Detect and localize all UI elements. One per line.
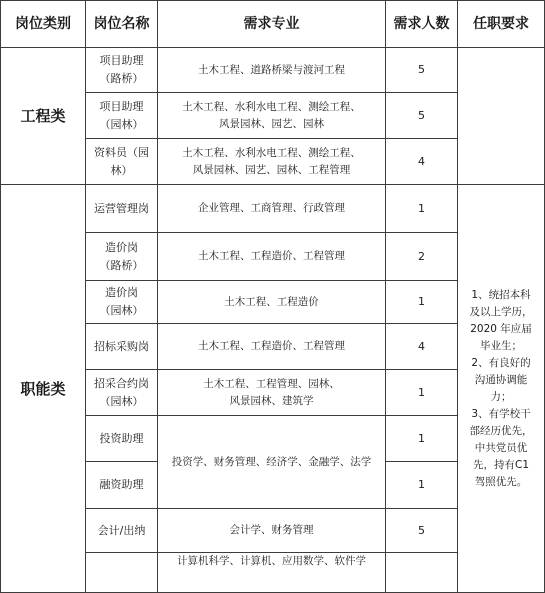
count-cell: 5 — [386, 509, 458, 553]
major-line: 会计学、财务管理 — [229, 524, 314, 536]
requirements-line: 沟通协调能 — [474, 373, 528, 386]
major-line: 风景园林、园艺、园林、工程管理 — [192, 163, 351, 176]
position-line: 招采合约岗 — [94, 376, 149, 390]
count-cell: 5 — [386, 48, 458, 93]
requirements-cell — [458, 185, 545, 593]
requirements-line: 毕业生； — [480, 339, 522, 352]
count-cell: 1 — [386, 370, 458, 416]
requirements-line: 1、统招本科 — [471, 288, 531, 301]
position-line: （路桥） — [99, 72, 144, 85]
header-category: 岗位类别 — [1, 1, 86, 48]
category-functional: 职能类 — [1, 185, 86, 593]
position-cell — [86, 185, 158, 233]
major-line: 土木工程、水利水电工程、测绘工程、 — [182, 146, 361, 159]
count-cell: 4 — [386, 324, 458, 370]
header-requirements: 任职要求 — [458, 1, 545, 48]
major-line: 企业管理、工商管理、行政管理 — [198, 202, 345, 214]
count-cell: 2 — [386, 233, 458, 281]
position-cell — [86, 233, 158, 281]
header-position: 岗位名称 — [86, 1, 158, 48]
major-line: 风景园林、建筑学 — [229, 394, 314, 407]
position-line: （园林） — [99, 117, 144, 131]
major-cell — [158, 281, 386, 324]
major-line: 土木工程、工程造价、工程管理 — [198, 250, 345, 262]
position-line: 投资助理 — [99, 431, 144, 445]
position-cell — [86, 416, 158, 462]
count-cell-cut — [386, 553, 458, 593]
position-line: 招标采购岗 — [94, 339, 149, 353]
position-line: 资料员（园 — [94, 145, 149, 159]
position-cell — [86, 462, 158, 509]
position-line: 运营管理岗 — [94, 201, 149, 215]
major-cell — [158, 185, 386, 233]
count-cell: 1 — [386, 281, 458, 324]
count-cell: 4 — [386, 139, 458, 185]
major-line: 土木工程、道路桥梁与渡河工程 — [198, 63, 345, 76]
major-line-cut: 计算机科学、计算机、应用数学、软件学 — [177, 555, 366, 567]
position-cell — [86, 281, 158, 324]
position-line: （园林） — [99, 394, 144, 408]
position-cell — [86, 370, 158, 416]
major-cell — [158, 370, 386, 416]
position-line: 林） — [110, 163, 133, 177]
requirements-empty-cell — [458, 48, 545, 185]
shared-major-cell — [158, 416, 386, 509]
position-line: 造价岗 — [105, 240, 138, 254]
header-major: 需求专业 — [158, 1, 386, 48]
major-line: 土木工程、水利水电工程、测绘工程、 — [182, 100, 361, 113]
requirements-line: 中共党员优 — [474, 441, 528, 454]
position-cell — [86, 324, 158, 370]
requirements-line: 力； — [490, 390, 512, 403]
position-line: （园林） — [99, 304, 144, 317]
position-line: 造价岗 — [105, 286, 138, 299]
major-cell — [158, 233, 386, 281]
major-cell — [158, 93, 386, 139]
major-cell — [158, 139, 386, 185]
requirements-line: 2020 年应届 — [470, 322, 532, 335]
major-cell — [158, 324, 386, 370]
count-cell: 1 — [386, 185, 458, 233]
requirements-line: 3、有学校干 — [471, 407, 531, 420]
requirements-line: 部经历优先， — [469, 424, 533, 437]
major-line: 土木工程、工程管理、园林、 — [203, 377, 340, 390]
requirements-line: 先，持有C1 — [472, 458, 529, 471]
major-cell — [158, 48, 386, 93]
requirements-line: 驾照优先。 — [474, 475, 528, 488]
position-line: 项目助理 — [99, 99, 144, 113]
table-row — [1, 48, 545, 93]
requirements-line: 及以上学历， — [469, 305, 533, 318]
major-line: 土木工程、工程造价、工程管理 — [198, 340, 345, 352]
header-row — [1, 1, 545, 48]
major-line: 土木工程、工程造价 — [224, 295, 319, 308]
count-cell: 1 — [386, 462, 458, 509]
position-cell — [86, 48, 158, 93]
position-line: 项目助理 — [99, 54, 144, 67]
requirements-line: 2、有良好的 — [471, 356, 531, 369]
position-cell — [86, 509, 158, 553]
count-cell: 5 — [386, 93, 458, 139]
major-line: 风景园林、园艺、园林 — [219, 117, 324, 130]
position-line: （路桥） — [99, 258, 144, 272]
position-cell-cut — [86, 553, 158, 593]
shared-major-line: 投资学、财务管理、经济学、金融学、法学 — [171, 455, 372, 468]
header-count: 需求人数 — [386, 1, 458, 48]
position-cell — [86, 139, 158, 185]
major-cell-cut — [158, 553, 386, 593]
major-cell — [158, 509, 386, 553]
position-cell — [86, 93, 158, 139]
position-line: 融资助理 — [99, 478, 144, 491]
table-row — [1, 185, 545, 233]
count-cell: 1 — [386, 416, 458, 462]
category-engineering: 工程类 — [1, 48, 86, 185]
position-line: 会计/出纳 — [97, 523, 146, 537]
